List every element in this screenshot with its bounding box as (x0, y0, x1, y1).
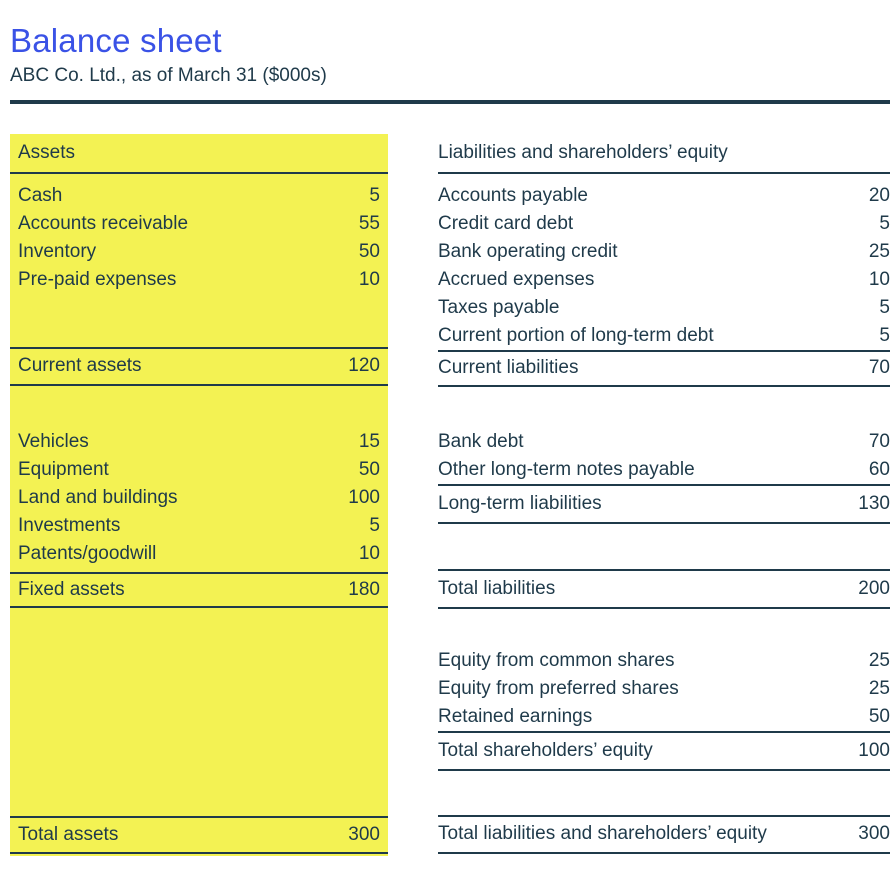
subtotal-label: Current assets (18, 355, 142, 377)
line-item-label: Current portion of long-term debt (438, 324, 714, 346)
line-item-row (10, 238, 388, 266)
current-assets-subtotal-row (10, 347, 388, 386)
spacer (10, 386, 388, 428)
line-item-row (438, 322, 890, 350)
line-item-row (10, 456, 388, 484)
spacer (438, 524, 890, 569)
spacer (10, 608, 388, 816)
current-assets-group (10, 174, 388, 294)
line-item-label: Investments (18, 514, 121, 536)
line-item-label: Other long-term notes payable (438, 458, 695, 480)
document-header (10, 24, 890, 104)
total-value: 300 (348, 823, 380, 845)
line-item-row (438, 266, 890, 294)
total-liabilities-row (438, 569, 890, 609)
line-item-value: 10 (358, 542, 380, 564)
liabilities-panel (438, 134, 890, 856)
line-item-row (438, 703, 890, 731)
liabilities-section-header (438, 134, 890, 174)
line-item-value: 25 (868, 240, 890, 262)
line-item-value: 25 (868, 649, 890, 671)
spacer (438, 609, 890, 647)
total-value: 200 (858, 577, 890, 599)
line-item-row (438, 238, 890, 266)
subtotal-value: 70 (868, 357, 890, 379)
line-item-label: Equity from preferred shares (438, 677, 679, 699)
total-assets-row (10, 816, 388, 854)
statement-columns (10, 134, 890, 856)
section-title: Liabilities and shareholders’ equity (438, 141, 728, 163)
long-term-liabilities-subtotal-row (438, 484, 890, 524)
subtotal-label: Fixed assets (18, 578, 125, 600)
line-item-label: Equity from common shares (438, 649, 675, 671)
total-label: Total liabilities and shareholders’ equity (438, 823, 767, 845)
line-item-value: 10 (358, 268, 380, 290)
line-item-label: Bank operating credit (438, 240, 618, 262)
line-item-label: Inventory (18, 240, 97, 262)
line-item-row (438, 675, 890, 703)
line-item-value: 5 (879, 212, 890, 234)
line-item-label: Accounts receivable (18, 212, 189, 234)
line-item-row (438, 647, 890, 675)
assets-panel (10, 134, 388, 856)
line-item-row (438, 456, 890, 484)
line-item-value: 20 (868, 184, 890, 206)
total-value: 300 (858, 823, 890, 845)
line-item-value: 5 (879, 296, 890, 318)
spacer (438, 387, 890, 428)
line-item-value: 15 (358, 430, 380, 452)
line-item-label: Taxes payable (438, 296, 560, 318)
fixed-assets-subtotal-row (10, 572, 388, 608)
line-item-value: 5 (369, 514, 380, 536)
subtotal-label: Total shareholders’ equity (438, 739, 653, 761)
line-item-row (10, 210, 388, 238)
line-item-value: 5 (879, 324, 890, 346)
line-item-value: 25 (868, 677, 890, 699)
line-item-row (10, 182, 388, 210)
line-item-row (438, 182, 890, 210)
line-item-label: Retained earnings (438, 705, 593, 727)
total-label: Total liabilities (438, 577, 556, 599)
line-item-row (10, 484, 388, 512)
spacer (10, 294, 388, 347)
long-term-liabilities-group (438, 428, 890, 484)
line-item-label: Patents/goodwill (18, 542, 157, 564)
subtotal-label: Long-term liabilities (438, 492, 602, 514)
section-title: Assets (18, 141, 76, 163)
line-item-value: 50 (358, 240, 380, 262)
subtotal-value: 100 (858, 739, 890, 761)
subtotal-value: 130 (858, 492, 890, 514)
page-subtitle: ABC Co. Ltd., as of March 31 ($000s) (10, 64, 327, 86)
line-item-label: Land and buildings (18, 486, 178, 508)
line-item-label: Accrued expenses (438, 268, 595, 290)
grand-total-row (438, 815, 890, 854)
subtotal-value: 180 (348, 578, 380, 600)
header-divider (10, 100, 890, 104)
line-item-value: 10 (868, 268, 890, 290)
line-item-value: 100 (348, 486, 380, 508)
line-item-label: Pre-paid expenses (18, 268, 177, 290)
line-item-value: 70 (868, 430, 890, 452)
total-equity-subtotal-row (438, 731, 890, 771)
line-item-row (438, 294, 890, 322)
page-title: Balance sheet (10, 22, 222, 59)
line-item-row (10, 428, 388, 456)
current-liabilities-group (438, 174, 890, 350)
line-item-label: Bank debt (438, 430, 524, 452)
line-item-label: Equipment (18, 458, 109, 480)
line-item-label: Vehicles (18, 430, 89, 452)
line-item-value: 5 (369, 184, 380, 206)
line-item-row (438, 210, 890, 238)
line-item-value: 60 (868, 458, 890, 480)
total-label: Total assets (18, 823, 119, 845)
current-liabilities-subtotal-row (438, 350, 890, 387)
line-item-row (10, 540, 388, 568)
fixed-assets-group (10, 428, 388, 568)
line-item-label: Accounts payable (438, 184, 588, 206)
line-item-row (10, 512, 388, 540)
equity-group (438, 647, 890, 731)
assets-section-header (10, 134, 388, 174)
subtotal-label: Current liabilities (438, 357, 579, 379)
line-item-value: 55 (358, 212, 380, 234)
line-item-value: 50 (868, 705, 890, 727)
spacer (438, 771, 890, 815)
subtotal-value: 120 (348, 355, 380, 377)
line-item-label: Credit card debt (438, 212, 574, 234)
line-item-row (438, 428, 890, 456)
line-item-label: Cash (18, 184, 63, 206)
line-item-value: 50 (358, 458, 380, 480)
line-item-row (10, 266, 388, 294)
